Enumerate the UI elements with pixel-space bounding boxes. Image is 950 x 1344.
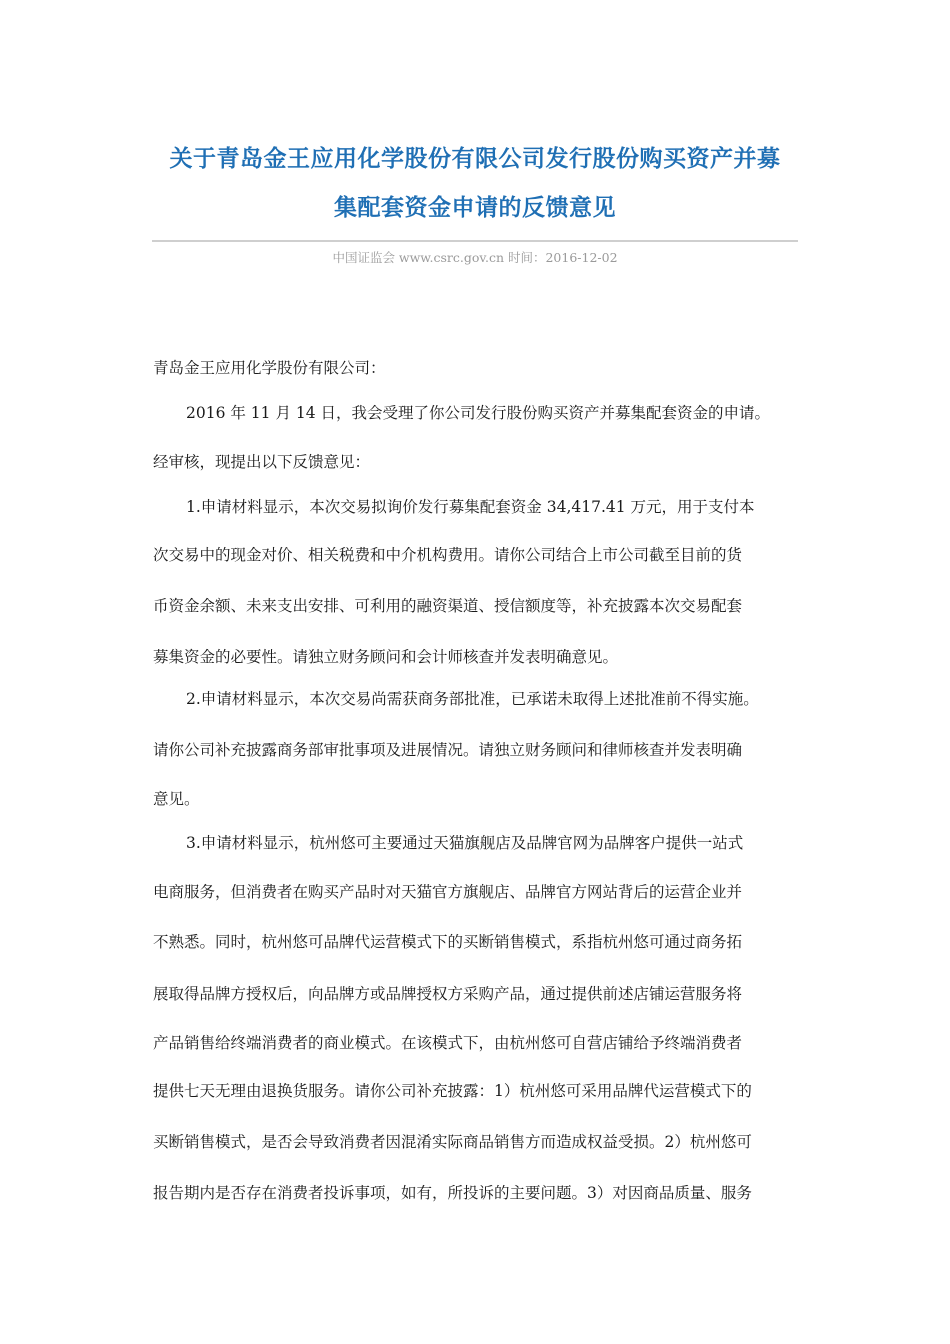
body-line: 3.申请材料显示，杭州悠可主要通过天猫旗舰店及品牌官网为品牌客户提供一站式 — [186, 834, 744, 852]
source-meta: 中国证监会 www.csrc.gov.cn 时间：2016-12-02 — [332, 250, 618, 265]
body-line: 币资金余额、未来支出安排、可利用的融资渠道、授信额度等，补充披露本次交易配套 — [153, 597, 743, 615]
title-line-1: 关于青岛金王应用化学股份有限公司发行股份购买资产并募 — [169, 146, 781, 172]
body-line: 电商服务，但消费者在购买产品时对天猫官方旗舰店、品牌官方网站背后的运营企业并 — [153, 883, 743, 901]
salutation: 青岛金王应用化学股份有限公司： — [153, 359, 386, 377]
body-line: 募集资金的必要性。请独立财务顾问和会计师核查并发表明确意见。 — [153, 648, 619, 666]
body-line: 展取得品牌方授权后，向品牌方或品牌授权方采购产品，通过提供前述店铺运营服务将 — [153, 985, 743, 1003]
body-line: 产品销售给终端消费者的商业模式。在该模式下，由杭州悠可自营店铺给予终端消费者 — [153, 1034, 743, 1052]
title-line-2: 集配套资金申请的反馈意见 — [334, 195, 616, 221]
body-line: 意见。 — [153, 790, 200, 808]
title-divider — [152, 240, 798, 242]
body-line: 请你公司补充披露商务部审批事项及进展情况。请独立财务顾问和律师核查并发表明确 — [153, 741, 743, 759]
body-line: 买断销售模式，是否会导致消费者因混淆实际商品销售方而造成权益受损。2）杭州悠可 — [153, 1133, 752, 1151]
body-line: 报告期内是否存在消费者投诉事项，如有，所投诉的主要问题。3）对因商品质量、服务 — [153, 1184, 752, 1202]
body-line: 2016 年 11 月 14 日，我会受理了你公司发行股份购买资产并募集配套资金的申请。 — [186, 404, 771, 422]
body-line: 经审核，现提出以下反馈意见： — [153, 453, 371, 471]
body-line: 不熟悉。同时，杭州悠可品牌代运营模式下的买断销售模式，系指杭州悠可通过商务拓 — [153, 933, 743, 951]
body-line: 次交易中的现金对价、相关税费和中介机构费用。请你公司结合上市公司截至目前的货 — [153, 546, 743, 564]
body-line: 1.申请材料显示，本次交易拟询价发行募集配套资金 34,417.41 万元，用于支付本 — [186, 498, 755, 516]
body-line: 提供七天无理由退换货服务。请你公司补充披露：1）杭州悠可采用品牌代运营模式下的 — [153, 1082, 752, 1100]
body-line: 2.申请材料显示，本次交易尚需获商务部批准，已承诺未取得上述批准前不得实施。 — [186, 690, 759, 708]
